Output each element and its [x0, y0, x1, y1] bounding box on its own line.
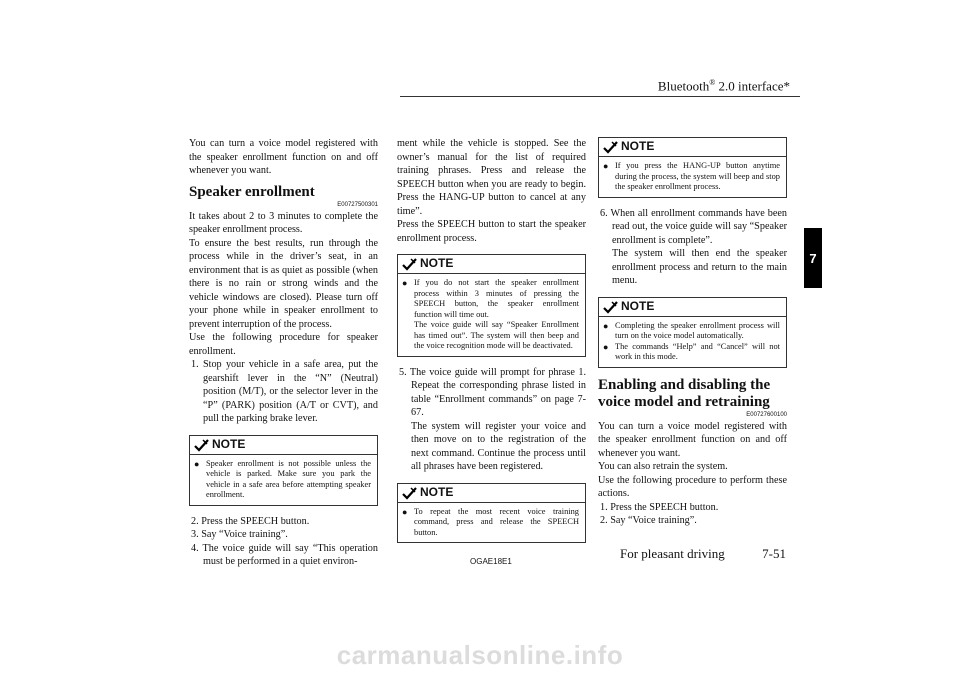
note-box — [598, 137, 787, 198]
pencil-check-icon — [603, 300, 619, 314]
pencil-check-icon — [402, 486, 418, 500]
note-header — [599, 298, 786, 317]
column-1 — [189, 137, 378, 569]
bullet-dot-icon: ● — [402, 278, 408, 288]
step-6-continued: The system will then end the speaker enrollment process and return to the main menu. — [612, 248, 787, 286]
header-rule — [400, 96, 800, 97]
running-header — [590, 78, 790, 94]
header-title-main: Bluetooth — [657, 78, 710, 94]
pencil-check-icon — [402, 257, 418, 271]
bullet-dot-icon: ● — [603, 161, 609, 171]
step-4: 4. The voice guide will say “This operation must be performed in a quiet environ- — [191, 542, 378, 567]
note-box — [189, 435, 378, 506]
bullet-dot-icon: ● — [603, 341, 609, 352]
note-title: NOTE — [212, 436, 246, 451]
section-heading: Speaker enrollment — [189, 183, 315, 200]
header-title-sup: ® — [709, 78, 716, 87]
column-2 — [397, 137, 586, 552]
bullet-dot-icon: ● — [603, 320, 609, 331]
chapter-tab: 7 — [804, 228, 822, 288]
note-header — [190, 436, 377, 455]
step-1: 1. Stop your vehicle in a safe area, put the gearshift lever in the “N” (Neutral) position (M/T), or the selector lever in the “P” (PARK) position (A/T or CVT), and pull the parking brake lever. — [191, 359, 378, 424]
note-title: NOTE — [621, 139, 655, 154]
footer-section: For pleasant driving — [620, 546, 725, 561]
bullet-dot-icon: ● — [194, 458, 200, 469]
section-code: E00727600100 — [746, 411, 787, 418]
section-code: E00727500301 — [337, 201, 378, 208]
note-bullet: ● Speaker enrollment is not possible unless the vehicle is parked. Make sure you park the vehicle in a safe area before attempting speaker enrollment. — [194, 458, 371, 499]
intro-paragraph: You can turn a voice model registered with the speaker enrollment function on and off whenever you want. — [189, 138, 378, 176]
page-footer — [620, 546, 786, 562]
note-header — [599, 138, 786, 157]
step-1: 1. Press the SPEECH button. — [600, 501, 719, 513]
step-3: 3. Say “Voice training”. — [191, 529, 288, 540]
note-header — [398, 484, 585, 503]
note-box — [397, 254, 586, 357]
pencil-check-icon — [194, 438, 210, 452]
paragraph: Use the following procedure to perform these actions. — [598, 474, 787, 499]
note-box — [598, 297, 787, 368]
page-number: 7-51 — [762, 546, 786, 561]
step-5-continued: The system will register your voice and then move on to the registration of the next command. Continue the process until all phrases have been registered. — [411, 420, 586, 472]
note-title: NOTE — [621, 298, 655, 313]
paragraph: You can also retrain the system. — [598, 461, 728, 472]
note-bullet: ● The commands “Help” and “Cancel” will not work in this mode. — [603, 341, 780, 361]
paragraph: It takes about 2 to 3 minutes to complete the speaker enrollment process. — [189, 210, 378, 235]
paragraph: To ensure the best results, run through the process while in the driver’s seat, in an environment that is as quiet as possible (when there is no rain or strong winds and the vehicle windows are closed). Please turn off your phone while in speaker enrollment to prevent interruption of the process. — [189, 237, 378, 330]
step-5: 5. The voice guide will prompt for phrase 1. Repeat the corresponding phrase listed in table “Enrollment commands” on page 7-67. — [399, 366, 586, 418]
paragraph: ment while the vehicle is stopped. See the owner’s manual for the list of required training phrases. Press and release the SPEECH button when you are ready to begin. Press the HANG-UP button to cancel at any time”. — [397, 138, 586, 217]
paragraph: Use the following procedure for speaker enrollment. — [189, 332, 378, 357]
paragraph: Press the SPEECH button to start the speaker enrollment process. — [397, 219, 586, 244]
note-bullet: ● If you do not start the speaker enrollment process within 3 minutes of pressing the SPEECH button, the speaker enrollment function will time out. The voice guide will say “Speaker Enrollment has timed out”. The system will then beep and the voice recognition mode will be deactivated. — [402, 278, 579, 350]
paragraph: You can turn a voice model registered with the speaker enrollment function on and off whenever you want. — [598, 420, 787, 459]
note-bullet: ● If you press the HANG-UP button anytime during the process, the system will beep and stop the speaker enrollment process. — [603, 161, 780, 191]
document-code: OGAE18E1 — [470, 557, 512, 566]
note-bullet: ● To repeat the most recent voice training command, press and release the SPEECH button. — [402, 506, 579, 537]
column-3 — [598, 137, 787, 528]
section-heading: Enabling and disabling the voice model and retraining — [598, 376, 771, 410]
step-2: 2. Press the SPEECH button. — [191, 515, 310, 527]
watermark: carmanualsonline.info — [336, 640, 624, 670]
step-6: 6. When all enrollment commands have been read out, the voice guide will say “Speaker enrollment is complete”. — [600, 207, 787, 246]
note-title: NOTE — [420, 256, 454, 271]
header-title-rest: 2.0 interface* — [715, 78, 790, 94]
step-2: 2. Say “Voice training”. — [600, 515, 697, 526]
note-bullet: ● Completing the speaker enrollment process will turn on the voice model automatically. — [603, 320, 780, 340]
note-title: NOTE — [420, 484, 454, 499]
note-box — [397, 483, 586, 544]
bullet-dot-icon: ● — [402, 506, 408, 517]
pencil-check-icon — [603, 140, 619, 154]
note-header — [398, 255, 585, 274]
